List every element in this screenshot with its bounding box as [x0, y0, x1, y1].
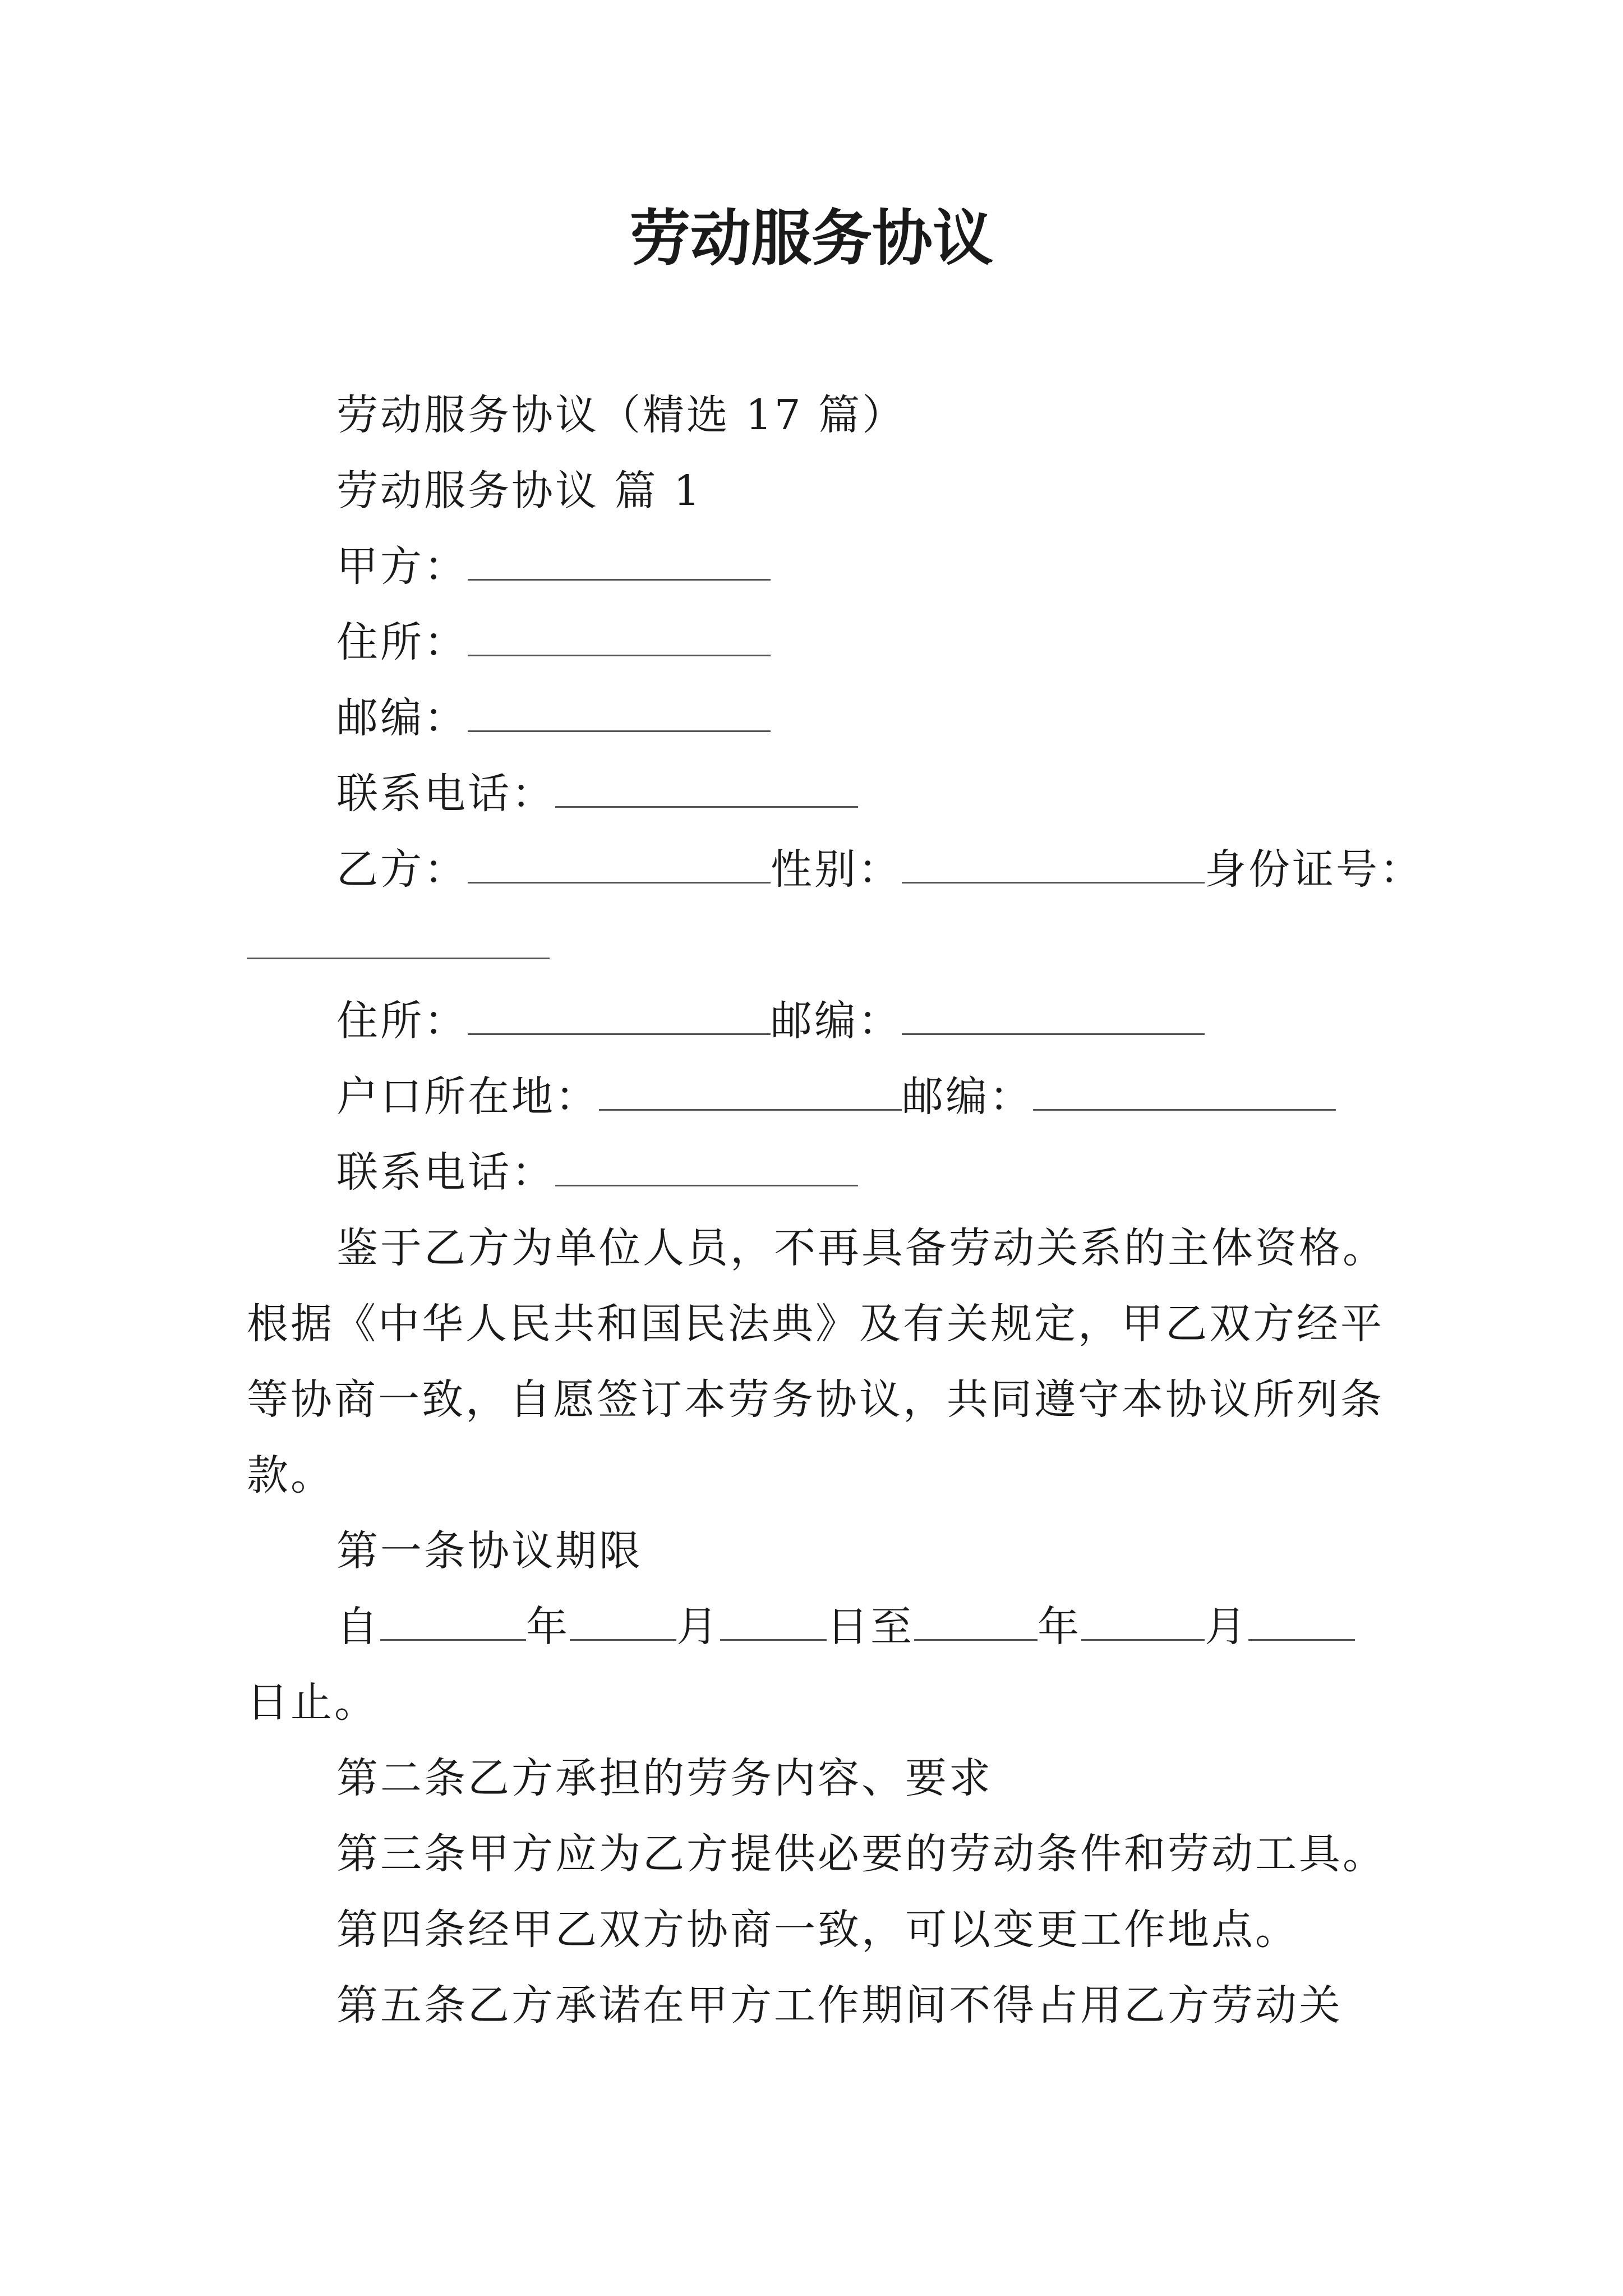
party-b-phone-label: 联系电话： — [336, 1148, 555, 1197]
preamble-line-3: 等协商一致，自愿签订本劳务协议，共同遵守本协议所列条 — [247, 1375, 1384, 1424]
party-a-field[interactable] — [468, 540, 771, 581]
article1-month1: 月 — [676, 1603, 720, 1651]
party-b-gender-label: 性别： — [771, 845, 902, 894]
party-b-label: 乙方： — [336, 845, 468, 894]
article1-date-line — [336, 1599, 1355, 1655]
party-b-line — [336, 841, 1423, 898]
preamble-line-2: 根据《中华人民共和国民法典》及有关规定，甲乙双方经平 — [247, 1300, 1384, 1348]
preamble-line-4: 款。 — [247, 1451, 334, 1499]
party-a-address-field[interactable] — [468, 615, 771, 656]
party-a-address-label: 住所： — [336, 618, 468, 666]
article3: 第三条甲方应为乙方提供必要的劳动条件和劳动工具。 — [336, 1830, 1386, 1878]
party-a-phone-line — [336, 766, 858, 822]
party-b-phone-line — [336, 1144, 858, 1200]
article2: 第二条乙方承担的劳务内容、要求 — [336, 1754, 993, 1802]
party-b-phone-field[interactable] — [555, 1145, 858, 1186]
end-day-field[interactable] — [1248, 1600, 1355, 1641]
end-year-field[interactable] — [914, 1600, 1038, 1641]
party-a-label: 甲方： — [336, 542, 468, 591]
party-b-address-line — [336, 993, 1205, 1049]
article4: 第四条经甲乙双方协商一致，可以变更工作地点。 — [336, 1906, 1299, 1954]
party-b-gender-field[interactable] — [902, 843, 1205, 884]
document-title: 劳动服务协议 — [629, 203, 993, 274]
party-b-hukou-field[interactable] — [599, 1070, 902, 1111]
party-b-hukou-postcode-field[interactable] — [1033, 1070, 1336, 1111]
party-a-postcode-line — [336, 690, 771, 746]
end-month-field[interactable] — [1081, 1600, 1205, 1641]
article1-month2: 月 — [1205, 1603, 1248, 1651]
party-b-field[interactable] — [468, 843, 771, 884]
party-b-id-line — [247, 917, 550, 973]
party-b-postcode-label: 邮编： — [771, 997, 902, 1045]
preamble-line-1: 鉴于乙方为单位人员，不再具备劳动关系的主体资格。 — [336, 1224, 1386, 1272]
party-b-hukou-line — [336, 1069, 1336, 1125]
party-a-line — [336, 539, 771, 595]
party-a-address-line — [336, 614, 771, 670]
section-heading: 劳动服务协议 篇 1 — [336, 467, 703, 515]
party-a-postcode-field[interactable] — [468, 691, 771, 732]
party-b-address-label: 住所： — [336, 997, 468, 1045]
start-month-field[interactable] — [570, 1600, 676, 1641]
party-a-phone-field[interactable] — [555, 767, 858, 808]
start-day-field[interactable] — [720, 1600, 827, 1641]
party-b-postcode-field[interactable] — [902, 994, 1205, 1035]
article1-end: 日止。 — [247, 1678, 378, 1727]
party-b-id-label: 身份证号： — [1205, 845, 1423, 894]
party-a-phone-label: 联系电话： — [336, 770, 555, 818]
party-b-address-field[interactable] — [468, 994, 771, 1035]
article1-year2: 年 — [1038, 1603, 1081, 1651]
article1-year1: 年 — [526, 1603, 570, 1651]
article1-heading: 第一条协议期限 — [336, 1527, 643, 1575]
document-subtitle: 劳动服务协议（精选 17 篇） — [336, 391, 906, 439]
party-b-hukou-postcode-label: 邮编： — [902, 1073, 1033, 1121]
party-b-hukou-label: 户口所在地： — [336, 1073, 599, 1121]
party-a-postcode-label: 邮编： — [336, 694, 468, 742]
article1-day-to: 日至 — [827, 1603, 914, 1651]
party-b-id-field[interactable] — [247, 918, 550, 959]
article1-from: 自 — [336, 1603, 380, 1651]
article5: 第五条乙方承诺在甲方工作期间不得占用乙方劳动关 — [336, 1981, 1343, 2030]
start-year-field[interactable] — [380, 1600, 526, 1641]
